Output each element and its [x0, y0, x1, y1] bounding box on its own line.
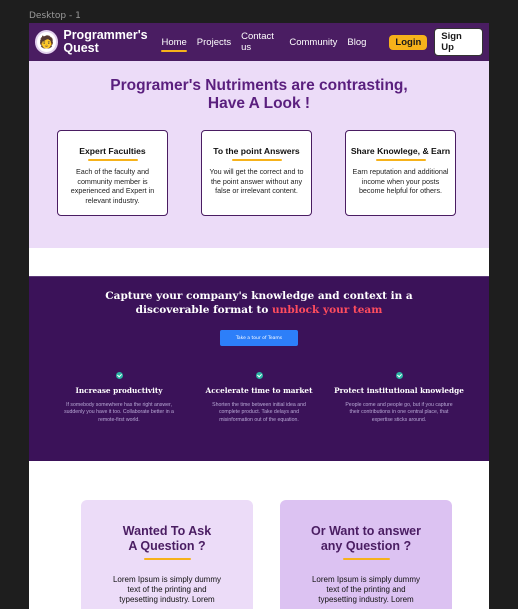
brand-name[interactable]: Programmer's Quest	[63, 28, 148, 55]
teams-title	[29, 289, 489, 317]
card-title: To the point Answers	[213, 146, 300, 156]
feature-text: Shorten the time between initial idea and complete product. Take delays and misinformation out of the equation.	[212, 402, 306, 423]
feature-title: Increase productivity	[75, 386, 163, 395]
navbar	[29, 23, 489, 61]
check-circle-icon	[256, 372, 263, 379]
qa-section	[29, 500, 489, 609]
feature-title: Accelerate time to market	[205, 386, 313, 395]
hero-title-line1: Programer's Nutriments are contrasting,	[110, 77, 408, 94]
teams-section	[29, 276, 489, 461]
teams-title-line1: Capture your company's knowledge and context in a	[105, 290, 413, 302]
feature-cards	[57, 130, 489, 216]
hero-title-line2: Have A Look !	[207, 95, 311, 112]
teams-features	[49, 372, 469, 424]
hero-section	[29, 61, 489, 248]
logo-badge-icon[interactable]: 🧑	[35, 30, 58, 54]
qa-underline	[144, 558, 191, 560]
feature-text: People come and people go, but if you capture their contributions in one central place, that expertise sticks around.	[345, 402, 453, 423]
card-underline	[376, 159, 426, 161]
check-circle-icon	[396, 372, 403, 379]
signup-button[interactable]: Sign Up	[434, 28, 483, 56]
card-to-the-point	[201, 130, 312, 216]
teams-title-line2	[29, 303, 489, 317]
answer-question-card[interactable]	[280, 500, 452, 609]
nav-item-projects[interactable]: Projects	[196, 36, 232, 48]
teams-title-prefix: discoverable format to	[135, 304, 273, 316]
card-text: Each of the faculty and community member is experienced and Expert in relevant industry.	[70, 167, 155, 205]
nav-item-community[interactable]: Community	[289, 36, 338, 48]
feature-title: Protect institutional knowledge	[334, 386, 464, 395]
feature-text: If somebody somewhere has the right answer, suddenly you have it too. Collaborate better in a remote-first world.	[64, 402, 174, 423]
frame-label: Desktop - 1	[29, 11, 81, 21]
spacer	[29, 461, 489, 500]
spacer	[29, 248, 489, 276]
ask-question-card[interactable]	[81, 500, 253, 609]
qa-text: Lorem Ipsum is simply dummy text of the printing and typesetting industry. Lorem	[311, 575, 421, 604]
card-text: You will get the correct and to the point answer without any false or irrelevant content.	[209, 167, 304, 195]
card-share-earn	[345, 130, 456, 216]
qa-title	[280, 524, 452, 554]
card-underline	[232, 159, 282, 161]
teams-title-accent: unblock your team	[272, 304, 383, 316]
feature-productivity	[49, 372, 189, 424]
qa-title-line2: A Question ?	[128, 539, 206, 553]
qa-title-line1: Wanted To Ask	[122, 524, 212, 538]
qa-title-line2: any Question ?	[320, 539, 412, 553]
card-text: Earn reputation and additional income when your posts become helpful for others.	[352, 167, 449, 195]
nav-item-home[interactable]: Home	[161, 36, 187, 48]
feature-time-to-market	[189, 372, 329, 424]
nav-item-blog[interactable]: Blog	[347, 36, 367, 48]
nav-menu	[161, 31, 376, 53]
nav-item-contact[interactable]: Contact us	[241, 31, 274, 53]
card-expert-faculties	[57, 130, 168, 216]
qa-text: Lorem Ipsum is simply dummy text of the printing and typesetting industry. Lorem	[112, 575, 222, 604]
qa-underline	[343, 558, 390, 560]
card-title: Share Knowlege, & Earn	[350, 146, 451, 156]
desktop-frame	[29, 23, 489, 609]
qa-title	[81, 524, 253, 554]
take-tour-button[interactable]: Take a tour of Teams	[220, 330, 298, 346]
card-underline	[88, 159, 138, 161]
card-title: Expert Faculties	[79, 146, 146, 156]
feature-knowledge	[329, 372, 469, 424]
qa-title-line1: Or Want to answer	[311, 524, 421, 538]
login-button[interactable]: Login	[389, 35, 427, 50]
check-circle-icon	[116, 372, 123, 379]
hero-title	[29, 77, 489, 113]
